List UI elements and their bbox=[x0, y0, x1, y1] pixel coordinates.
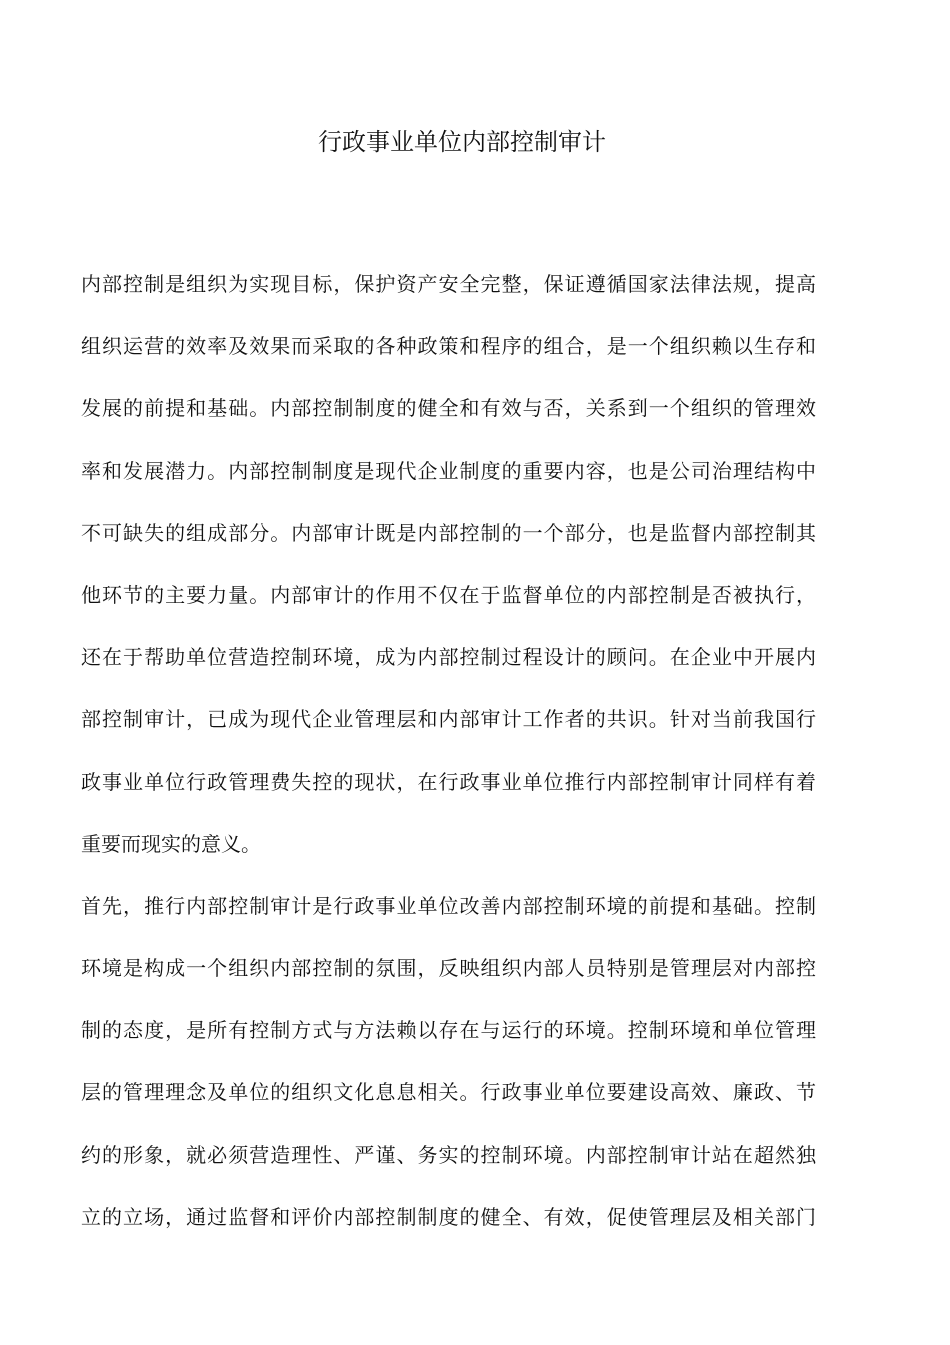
text-line: 制的态度，是所有控制方式与方法赖以存在与运行的环境。控制环境和单位管理 bbox=[81, 1018, 816, 1043]
text-line: 环境是构成一个组织内部控制的氛围，反映组织内部人员特别是管理层对内部控 bbox=[81, 956, 816, 981]
paragraph-1 bbox=[81, 262, 816, 884]
document-title: 行政事业单位内部控制审计 bbox=[318, 128, 606, 156]
text-line: 部控制审计，已成为现代企业管理层和内部审计工作者的共识。针对当前我国行 bbox=[81, 707, 816, 732]
text-line: 立的立场，通过监督和评价内部控制制度的健全、有效，促使管理层及相关部门 bbox=[81, 1204, 816, 1229]
text-line: 组织运营的效率及效果而采取的各种政策和程序的组合，是一个组织赖以生存和 bbox=[81, 334, 816, 359]
text-line: 还在于帮助单位营造控制环境，成为内部控制过程设计的顾问。在企业中开展内 bbox=[81, 645, 816, 670]
text-line: 不可缺失的组成部分。内部审计既是内部控制的一个部分，也是监督内部控制其 bbox=[81, 520, 816, 545]
text-line: 率和发展潜力。内部控制制度是现代企业制度的重要内容，也是公司治理结构中 bbox=[81, 458, 816, 483]
text-line: 约的形象，就必须营造理性、严谨、务实的控制环境。内部控制审计站在超然独 bbox=[81, 1142, 816, 1167]
text-line: 内部控制是组织为实现目标，保护资产安全完整，保证遵循国家法律法规，提高 bbox=[81, 272, 816, 296]
text-line: 重要而现实的意义。 bbox=[81, 831, 261, 856]
text-line: 层的管理理念及单位的组织文化息息相关。行政事业单位要建设高效、廉政、节 bbox=[81, 1080, 816, 1105]
text-line: 政事业单位行政管理费失控的现状，在行政事业单位推行内部控制审计同样有着 bbox=[81, 769, 816, 794]
text-line: 发展的前提和基础。内部控制制度的健全和有效与否，关系到一个组织的管理效 bbox=[81, 396, 816, 421]
text-line: 首先，推行内部控制审计是行政事业单位改善内部控制环境的前提和基础。控制 bbox=[81, 893, 816, 918]
paragraph-2 bbox=[81, 884, 816, 1257]
document-body bbox=[81, 262, 816, 1257]
text-line: 他环节的主要力量。内部审计的作用不仅在于监督单位的内部控制是否被执行， bbox=[81, 582, 816, 607]
